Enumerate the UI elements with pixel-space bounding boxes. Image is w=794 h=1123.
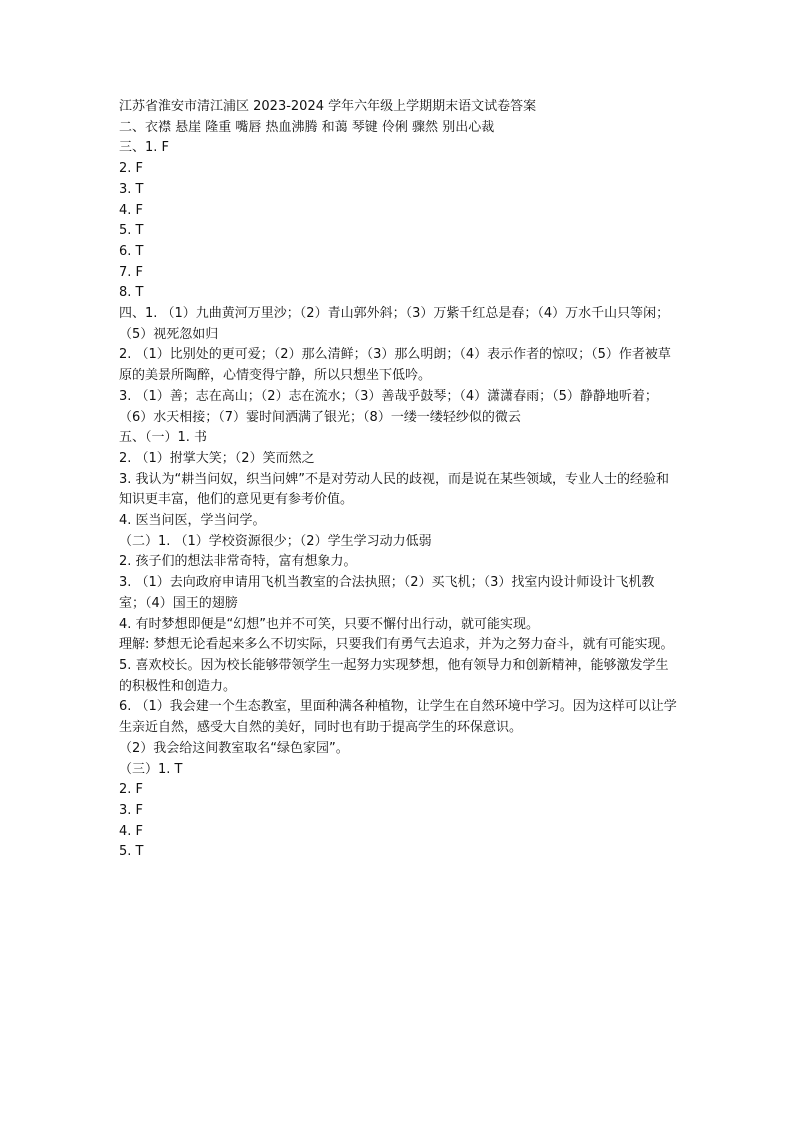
section-2-answers: 二、衣襟 悬崖 隆重 嘴唇 热血沸腾 和蔼 琴键 伶俐 骤然 别出心裁 <box>119 119 495 135</box>
section-3-q4: 4. F <box>119 202 144 218</box>
section-5-3-q3: 3. F <box>119 802 144 818</box>
section-5-1-q1: 五、（一）1. 书 <box>119 430 208 446</box>
answer-document <box>119 97 677 863</box>
section-3-q7: 7. F <box>119 264 144 280</box>
section-4-q3: 3. （1）善；志在高山；（2）志在流水；（3）善哉乎鼓琴；（4）潇潇春雨；（5）静静地听着；（6）水天相接；（7）霎时间洒满了银光；（8）一缕一缕轻纱似的微云 <box>119 388 658 425</box>
section-5-1-q3: 3. 我认为“耕当问奴，织当问婢”不是对劳动人民的歧视，而是说在某些领域，专业人士的经验和知识更丰富，他们的意见更有参考价值。 <box>119 471 670 508</box>
section-5-1-q4: 4. 医当问医，学当问学。 <box>119 513 266 529</box>
section-5-3-q4: 4. F <box>119 823 144 839</box>
section-5-2-q4: 4. 有时梦想即便是“幻想”也并不可笑，只要不懈付出行动，就可能实现。 <box>119 616 540 632</box>
section-5-2-q6-2: （2）我会给这间教室取名“绿色家园”。 <box>119 740 349 756</box>
section-5-3-q5: 5. T <box>119 844 144 860</box>
section-5-2-q2: 2. 孩子们的想法非常奇特，富有想象力。 <box>119 554 357 570</box>
section-3-q8: 8. T <box>119 285 144 301</box>
section-4-q1: 四、1. （1）九曲黄河万里沙；（2）青山郭外斜；（3）万紫千红总是春；（4）万水千山只等闲；（5）视死忽如归 <box>119 306 670 342</box>
section-5-1-q2: 2. （1）拊掌大笑；（2）笑而然之 <box>119 450 315 466</box>
section-3-q1: 三、1. F <box>119 140 170 156</box>
section-3-q3: 3. T <box>119 181 144 197</box>
section-5-3-q2: 2. F <box>119 782 144 798</box>
section-4-q2: 2. （1）比别处的更可爱；（2）那么清鲜；（3）那么明朗；（4）表示作者的惊叹；（5）作者被草原的美景所陶醉，心情变得宁静，所以只想坐下低吟。 <box>119 347 671 384</box>
section-5-2-q5: 5. 喜欢校长。因为校长能够带领学生一起努力实现梦想，他有领导力和创新精神，能够激发学生的积极性和创造力。 <box>119 657 669 694</box>
document-title: 江苏省淮安市清江浦区 2023-2024 学年六年级上学期期末语文试卷答案 <box>119 99 537 114</box>
section-5-3-q1: （三）1. T <box>119 761 183 777</box>
section-5-2-q1: （二）1. （1）学校资源很少；（2）学生学习动力低弱 <box>119 533 432 549</box>
section-5-2-q3: 3. （1）去向政府申请用飞机当教室的合法执照；（2）买飞机；（3）找室内设计师设计飞机教室；（4）国王的翅膀 <box>119 575 655 611</box>
section-3-q2: 2. F <box>119 161 144 177</box>
section-5-2-q4-understanding: 理解: 梦想无论看起来多么不切实际，只要我们有勇气去追求，并为之努力奋斗，就有可能实现。 <box>119 637 674 653</box>
section-3-q5: 5. T <box>119 223 144 239</box>
section-3-q6: 6. T <box>119 243 144 259</box>
section-5-2-q6-1: 6. （1）我会建一个生态教室，里面种满各种植物，让学生在自然环境中学习。因为这样可以让学生亲近自然，感受大自然的美好，同时也有助于提高学生的环保意识。 <box>119 699 677 736</box>
